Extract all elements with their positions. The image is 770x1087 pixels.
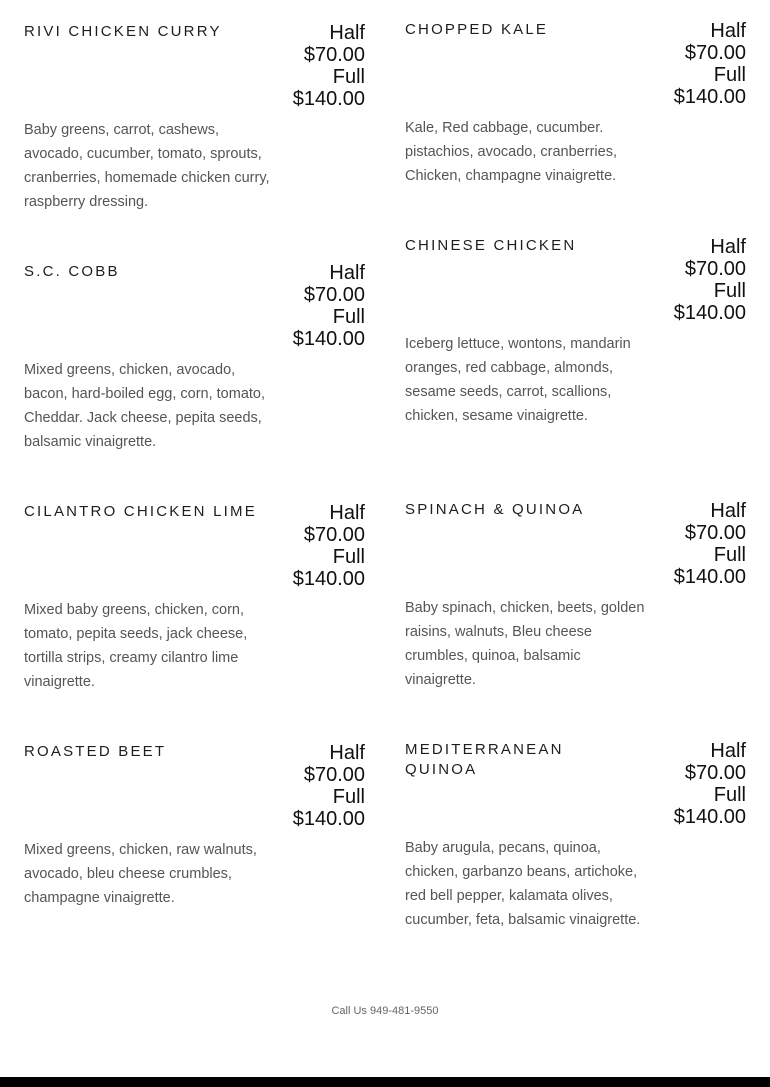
half-label: Half bbox=[329, 502, 365, 524]
half-label: Half bbox=[329, 22, 365, 44]
menu-item-name: CHINESE CHICKEN bbox=[405, 237, 577, 254]
half-price: $70.00 bbox=[684, 42, 746, 64]
full-label: Full bbox=[713, 784, 746, 806]
half-price: $70.00 bbox=[303, 284, 365, 306]
menu-item-name: S.C. COBB bbox=[24, 263, 120, 280]
full-price: $140.00 bbox=[673, 86, 746, 108]
menu-item-name: CILANTRO CHICKEN LIME bbox=[24, 503, 257, 520]
half-price: $70.00 bbox=[303, 44, 365, 66]
menu-item-price bbox=[674, 500, 746, 588]
full-price: $140.00 bbox=[292, 328, 365, 350]
full-label: Full bbox=[332, 306, 365, 328]
half-price: $70.00 bbox=[684, 258, 746, 280]
full-label: Full bbox=[332, 786, 365, 808]
full-price: $140.00 bbox=[292, 808, 365, 830]
half-label: Half bbox=[329, 262, 365, 284]
menu-item-description: Mixed baby greens, chicken, corn, tomato, pepita seeds, jack cheese, tortilla strips, creamy cilantro lime vinaigrette. bbox=[24, 602, 248, 690]
menu-item-description: Mixed greens, chicken, avocado, bacon, hard-boiled egg, corn, tomato, Cheddar. Jack cheese, pepita seeds, balsamic vinaigrette. bbox=[24, 362, 266, 450]
full-price: $140.00 bbox=[292, 88, 365, 110]
bottom-bar bbox=[0, 1077, 770, 1087]
menu-item-description: Kale, Red cabbage, cucumber. pistachios, avocado, cranberries, Chicken, champagne vinaigrette. bbox=[405, 120, 617, 184]
menu-item-description: Baby arugula, pecans, quinoa, chicken, garbanzo beans, artichoke, red bell pepper, kalamata olives, cucumber, feta, balsamic vinaigrette. bbox=[405, 840, 641, 928]
menu-item-description: Baby greens, carrot, cashews, avocado, cucumber, tomato, sprouts, cranberries, homemade chicken curry, raspberry dressing. bbox=[24, 122, 270, 210]
menu-item-price bbox=[293, 502, 365, 590]
menu-item-price bbox=[293, 262, 365, 350]
menu-item-name: RIVI CHICKEN CURRY bbox=[24, 23, 222, 40]
menu-item-price bbox=[674, 740, 746, 828]
full-price: $140.00 bbox=[673, 806, 746, 828]
menu-item-price bbox=[293, 22, 365, 110]
full-price: $140.00 bbox=[673, 566, 746, 588]
menu-item-description: Mixed greens, chicken, raw walnuts, avocado, bleu cheese crumbles, champagne vinaigrette. bbox=[24, 842, 257, 906]
menu-item-description: Iceberg lettuce, wontons, mandarin oranges, red cabbage, almonds, sesame seeds, carrot, scallions, chicken, sesame vinaigrette. bbox=[405, 336, 631, 424]
half-label: Half bbox=[710, 740, 746, 762]
menu-item-description: Baby spinach, chicken, beets, golden raisins, walnuts, Bleu cheese crumbles, quinoa, balsamic vinaigrette. bbox=[405, 600, 645, 688]
menu-item-name: SPINACH & QUINOA bbox=[405, 501, 585, 518]
half-label: Half bbox=[710, 500, 746, 522]
menu-item-name: MEDITERRANEAN QUINOA bbox=[405, 741, 564, 778]
menu-item-name: CHOPPED KALE bbox=[405, 21, 549, 38]
half-price: $70.00 bbox=[303, 764, 365, 786]
full-label: Full bbox=[713, 64, 746, 86]
menu-item-price bbox=[674, 20, 746, 108]
full-label: Full bbox=[332, 546, 365, 568]
full-label: Full bbox=[332, 66, 365, 88]
half-label: Half bbox=[710, 236, 746, 258]
call-us-text[interactable]: Call Us 949-481-9550 bbox=[331, 1005, 439, 1017]
half-price: $70.00 bbox=[684, 522, 746, 544]
full-label: Full bbox=[713, 544, 746, 566]
menu-item-price bbox=[293, 742, 365, 830]
menu-item-name: ROASTED BEET bbox=[24, 743, 167, 760]
half-price: $70.00 bbox=[303, 524, 365, 546]
full-label: Full bbox=[713, 280, 746, 302]
full-price: $140.00 bbox=[292, 568, 365, 590]
menu-item-price bbox=[674, 236, 746, 324]
half-label: Half bbox=[710, 20, 746, 42]
full-price: $140.00 bbox=[673, 302, 746, 324]
half-label: Half bbox=[329, 742, 365, 764]
half-price: $70.00 bbox=[684, 762, 746, 784]
